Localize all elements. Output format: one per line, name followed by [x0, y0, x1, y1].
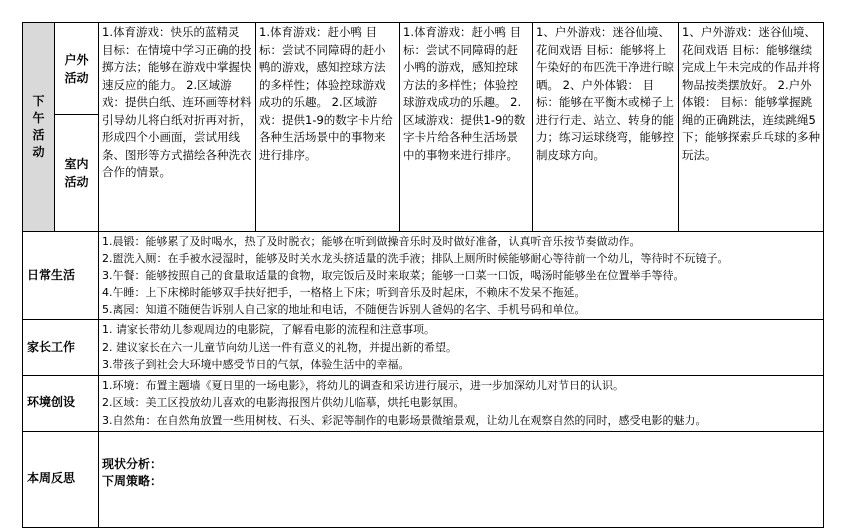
daily-line: 2.盥洗入厕：在手被水浸湿时，能够及时关水龙头挤适量的洗手液；排队上厕所时候能够耐心等待前一个幼儿，等待时不玩镜子。 [102, 252, 729, 265]
daily-life-content [99, 232, 824, 320]
outdoor-activities-label: 户外活动 [55, 23, 99, 115]
environment-line: 2.区域：美工区投放幼儿喜欢的电影海报图片供幼儿临摹，烘托电影氛围。 [102, 396, 465, 409]
afternoon-activities-label: 下午活动 [23, 23, 55, 232]
environment-line: 3.自然角：在自然角放置一些用树枝、石头、彩泥等制作的电影场景微缩景观，让幼儿在观察自然的同时，感受电影的魅力。 [102, 413, 707, 427]
parent-work-label: 家长工作 [23, 320, 99, 376]
daily-line: 1.晨锻：能够累了及时喝水，热了及时脱衣；能够在听到做操音乐时及时做好准备，认真听音乐按节奏做动作。 [102, 235, 641, 248]
afternoon-cell-col3: 1.体育游戏：赶小鸭 目标：尝试不同障碍的赶小鸭的游戏，感知控球方法的多样性；体验控球游戏成功的乐趣。 2.区域游戏：提供1-9的数字卡片给各种生活场景中的事物来进行排序。 [400, 23, 533, 232]
parents-line: 2. 建议家长在六一儿童节向幼儿送一件有意义的礼物，并提出新的希望。 [102, 340, 457, 354]
afternoon-cell-col1: 1.体育游戏：快乐的蓝精灵 目标：在情境中学习正确的投掷方法；能够在游戏中掌握快速反应的能力。 2.区域游戏：提供白纸、连环画等材料引导幼儿将白纸对折再对折，形成四个小画面，尝试用线条、图形等方式描绘各种洗衣合作的情景。 [99, 23, 256, 232]
daily-life-label: 日常生活 [23, 232, 99, 320]
weekly-reflection-label: 本周反思 [23, 431, 99, 527]
parents-line: 3.带孩子到社会大环境中感受节日的气氛，体验生活中的幸福。 [102, 358, 410, 371]
indoor-activities-label: 室内活动 [55, 115, 99, 232]
parent-work-content [99, 320, 824, 376]
afternoon-cell-col2: 1.体育游戏：赶小鸭 目标：尝试不同障碍的赶小鸭的游戏，感知控球方法的多样性；体验控球游戏成功的乐趣。 2.区域游戏：提供1-9的数字卡片给各种生活场景中的事物来进行排序。 [256, 23, 400, 232]
daily-line: 3.午餐：能够按照自己的食量取适量的食物，取完饭后及时来取菜；能够一口菜一口饭，喝汤时能够坐在位置举手等待。 [102, 269, 685, 282]
environment-content [99, 375, 824, 431]
afternoon-cell-col4: 1、户外游戏：迷谷仙境、花间戏语 目标：能够将上午染好的布匹洗干净进行晾晒。 2、户外体锻： 目标：能够在平衡木或梯子上进行行走、站立、转身的能力；练习运球绕弯，能够控制皮球方向。 [533, 23, 679, 232]
daily-line: 4.午睡：上下床梯时能够双手扶好把手，一格格上下床；听到音乐及时起床，不赖床不发呆不拖延。 [102, 286, 586, 299]
next-week-strategy-label: 下周策略： [102, 474, 163, 488]
daily-line: 5.离园：知道不随便告诉别人自己家的地址和电话，不随便告诉别人爸妈的名字、手机号码和单位。 [102, 303, 586, 316]
environment-line: 1.环境：布置主题墙《夏日里的一场电影》，将幼儿的调查和采访进行展示，进一步加深幼儿对节日的认识。 [102, 378, 624, 392]
afternoon-cell-col5: 1、户外游戏：迷谷仙境、花间戏语 目标：能够继续完成上午未完成的作品并将物品按类摆放好。 2.户外体锻： 目标：能够掌握跳绳的正确跳法，连续跳绳5下；能够探索乒乓球的多种玩法。 [679, 23, 824, 232]
status-analysis-label: 现状分析： [102, 456, 163, 471]
weekly-reflection-content [99, 431, 824, 527]
parents-line: 1. 请家长带幼儿参观周边的电影院，了解看电影的流程和注意事项。 [102, 323, 435, 336]
weekly-plan-table [22, 22, 824, 528]
environment-label: 环境创设 [23, 375, 99, 431]
